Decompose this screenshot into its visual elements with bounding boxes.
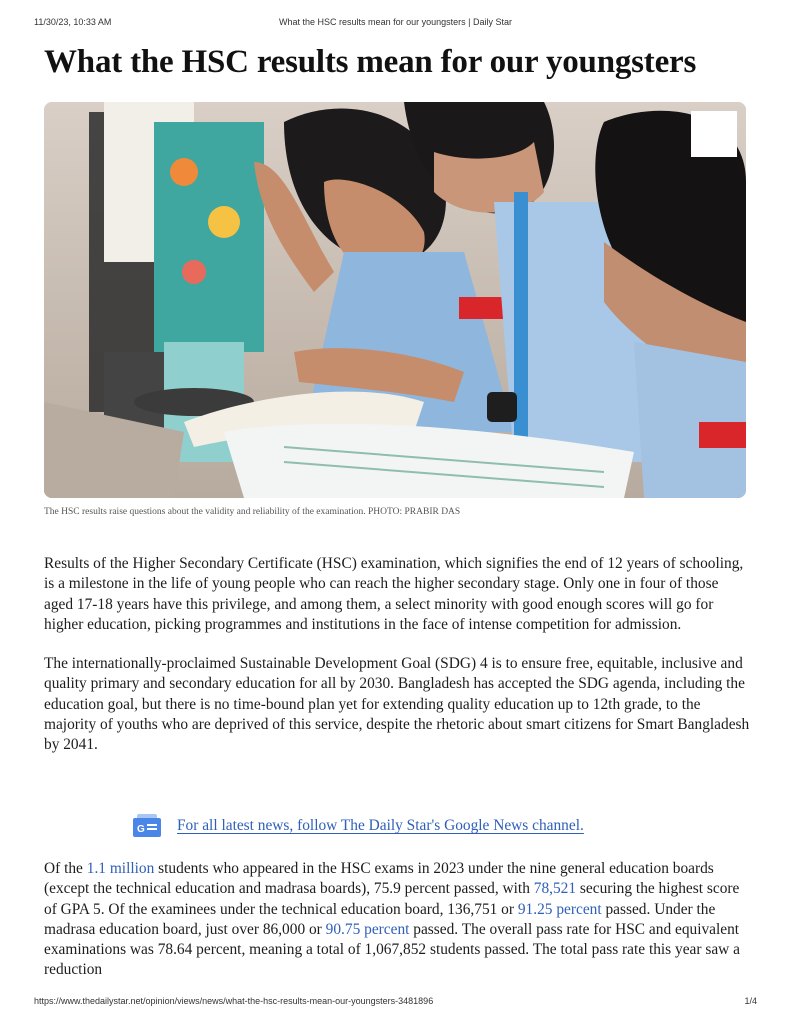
print-datetime: 11/30/23, 10:33 AM: [34, 17, 112, 27]
print-page-title: What the HSC results mean for our youngsters | Daily Star: [279, 17, 512, 27]
print-header: [34, 17, 757, 31]
link-90-75-percent[interactable]: 90.75 percent: [325, 920, 410, 938]
paragraph-3-text-3: securing the highest score of GPA 5. Of the examinees under the technical education board, 136,751 or: [44, 880, 740, 918]
print-url: https://www.thedailystar.net/opinion/views/news/what-the-hsc-results-mean-our-youngsters-3481896: [34, 996, 434, 1006]
print-footer: [34, 996, 757, 1008]
print-page-number: 1/4: [744, 996, 757, 1006]
article-photo: [44, 102, 746, 498]
paragraph-3-text-5: passed. The overall pass rate for HSC and equivalent examinations was 78.64 percent, meaning a total of 1,067,852 students passed. The total pass rate this year saw a reduction: [44, 920, 740, 979]
students-reading-photo: [44, 102, 746, 498]
article-body: [44, 554, 750, 756]
google-news-icon[interactable]: [132, 813, 162, 839]
article-headline: What the HSC results mean for our youngsters: [44, 44, 697, 80]
paragraph-3-text-4: passed. Under the madrasa education board, just over 86,000 or: [44, 900, 716, 938]
paragraph-3-text-1: Of the: [44, 860, 87, 877]
svg-text:G: G: [137, 824, 145, 835]
paragraph-1: Results of the Higher Secondary Certificate (HSC) examination, which signifies the end of 12 years of schooling, is a milestone in the life of young people who can reach the higher secondary stage. Only one in four of those aged 17-18 years have this privilege, and among them, a select minority with good enough scores will go for higher education, picking programmes and institutions in the face of intense competition for admission.: [44, 555, 744, 633]
paragraph-3-text-2: students who appeared in the HSC exams in 2023 under the nine general education boards (except the technical education and madrasa boards), 75.9 percent passed, with: [44, 860, 714, 898]
photo-caption: The HSC results raise questions about the validity and reliability of the examination. PHOTO: PRABIR DAS: [44, 507, 461, 517]
photo-overlay-box: [691, 111, 737, 157]
link-91-25-percent[interactable]: 91.25 percent: [517, 900, 602, 918]
paragraph-3: [44, 859, 750, 981]
link-78521[interactable]: 78,521: [533, 880, 577, 898]
paragraph-2: The internationally-proclaimed Sustainable Development Goal (SDG) 4 is to ensure free, equitable, inclusive and quality primary and secondary education for all by 2030. Bangladesh has accepted the SDG agenda, including the education goal, but there is no time-bound plan yet for extending quality education up to 12th grade, to the majority of youths who are deprived of this service, despite the rhetoric about smart citizens for Smart Bangladesh by 2041.: [44, 655, 750, 754]
google-news-link[interactable]: For all latest news, follow The Daily Star's Google News channel.: [177, 817, 584, 834]
link-1-1-million[interactable]: 1.1 million: [86, 860, 155, 877]
google-news-follow[interactable]: [132, 812, 584, 840]
